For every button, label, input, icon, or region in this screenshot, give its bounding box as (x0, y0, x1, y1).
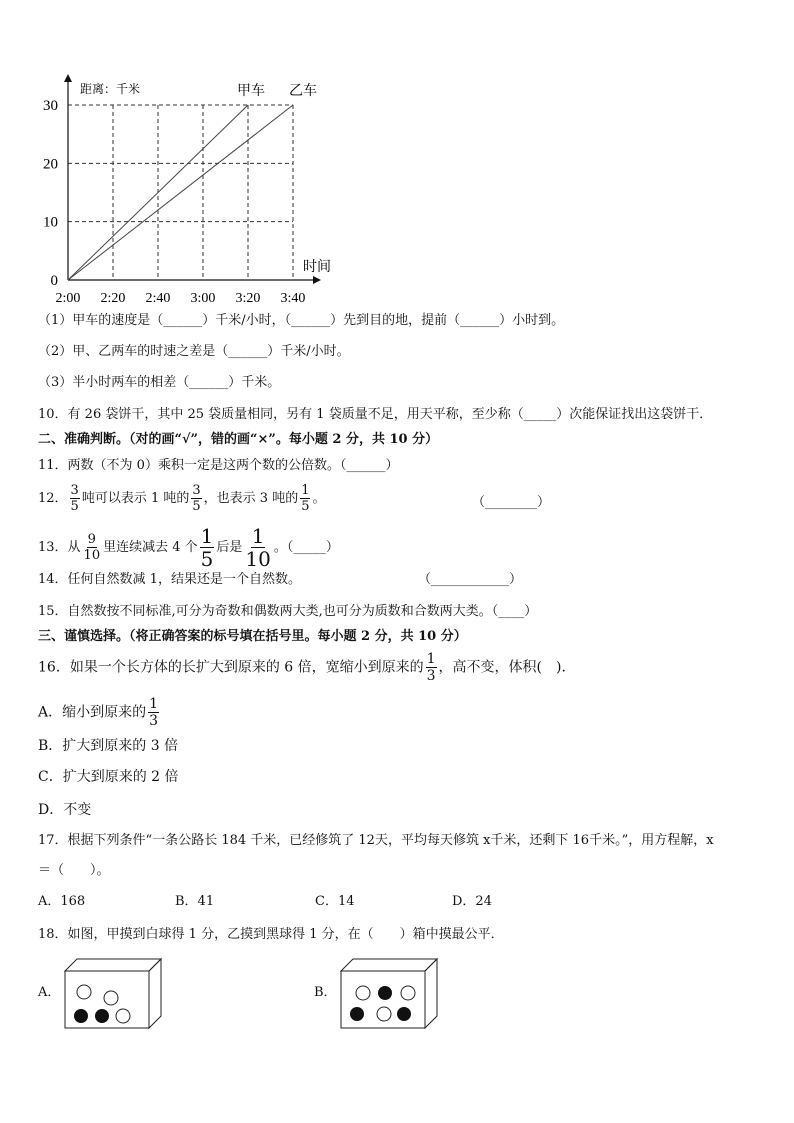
x-tick-label: 3:00 (190, 291, 216, 306)
q18-option-a-label[interactable]: A． (38, 985, 61, 1000)
section-2-heading: 二、准确判断。（对的画“√”，错的画“×”。每小题 2 分，共 10 分） (38, 432, 439, 447)
black-ball (350, 1007, 364, 1021)
white-ball (104, 991, 118, 1005)
white-ball (116, 1009, 130, 1023)
x-tick-label: 2:20 (100, 291, 126, 306)
black-ball (397, 1007, 411, 1021)
q17-option-a[interactable]: A．168 (38, 894, 86, 909)
section-3-heading: 三、谨慎选择。（将正确答案的标号填在括号里。每小题 2 分，共 10 分） (38, 629, 467, 644)
distance-time-chart (30, 70, 340, 310)
q11: 11．两数（不为 0）乘积一定是这两个数的公倍数。（______） (38, 458, 399, 473)
x-axis-label: 时间 (303, 259, 331, 275)
q17-option-d[interactable]: D．24 (452, 894, 492, 909)
q17-line1: 17．根据下列条件“一条公路长 184 千米，已经修筑了 12天，平均每天修筑 x千米，还剩下 16千米。”，用方程解，x (38, 833, 714, 848)
x-axis-arrow (313, 276, 321, 284)
q16-option-b[interactable]: B．扩大到原来的 3 倍 (38, 738, 179, 754)
series-label: 甲车 (237, 83, 265, 99)
q9-sub1: （1）甲车的速度是（______）千米/小时，（______）先到目的地，提前（______）小时到。 (38, 313, 565, 328)
q9-sub3: （3）半小时两车的相差（______）千米。 (38, 375, 281, 390)
x-tick-label: 2:00 (55, 291, 81, 306)
q16-option-a[interactable]: A．缩小到原来的 $\frac{1}{3}$ (38, 696, 159, 729)
white-ball (77, 985, 91, 999)
q17-line2: ＝（ ）。 (38, 863, 110, 878)
q10: 10．有 26 袋饼干，其中 25 袋质量相同，另有 1 袋质量不足，用天平称，至少称（_____）次能保证找出这袋饼干． (38, 407, 713, 422)
y-tick-label: 30 (43, 98, 58, 114)
y-tick-label: 0 (50, 273, 58, 289)
chart-lines (68, 105, 293, 280)
black-ball (95, 1009, 109, 1023)
q16-option-d[interactable]: D．不变 (38, 802, 92, 818)
chart-labels (43, 81, 331, 306)
q16-option-c[interactable]: C．扩大到原来的 2 倍 (38, 769, 179, 785)
white-ball (401, 986, 415, 1000)
q9-sub2: （2）甲、乙两车的时速之差是（______）千米/小时。 (38, 344, 350, 359)
y-tick-label: 20 (43, 156, 58, 173)
q16: 16．如果一个长方体的长扩大到原来的 6 倍，宽缩小到原来的 $\frac{1}{3}$ ，高不变，体积( ). (38, 651, 566, 684)
q12: 12． $\frac{3}{5}$ 吨可以表示 1 吨的 $\frac{3}{5}$ ，也表示 3 吨的 $\frac{1}{5}$ 。 (38, 483, 326, 514)
q17-option-b[interactable]: B．41 (175, 894, 215, 909)
series-label: 乙车 (289, 83, 317, 99)
q12-answer-blank[interactable]: （________） (472, 495, 551, 510)
q14: 14．任何自然数减 1，结果还是一个自然数。 (38, 572, 301, 587)
q18: 18．如图，甲摸到白球得 1 分，乙摸到黑球得 1 分，在（ ）箱中摸最公平． (38, 927, 504, 942)
q13: 13．从 $\frac{9}{10}$ 里连续减去 4 个 $\frac{1}{5}$ 后是 $\frac{1}{10}$ 。（_____） (38, 524, 339, 571)
box-a-illustration[interactable] (62, 956, 166, 1032)
black-ball (378, 986, 392, 1000)
white-ball (356, 986, 370, 1000)
q18-option-b-label[interactable]: B． (314, 985, 337, 1000)
x-tick-label: 2:40 (145, 291, 171, 306)
y-axis-label: 距离：千米 (80, 82, 141, 96)
series-line (68, 105, 293, 280)
black-ball (74, 1009, 88, 1023)
white-ball (377, 1007, 391, 1021)
q17-option-c[interactable]: C．14 (315, 894, 355, 909)
q15: 15．自然数按不同标准,可分为奇数和偶数两大类,也可分为质数和合数两大类。（____） (38, 604, 538, 619)
q14-answer-blank[interactable]: （____________） (418, 572, 523, 587)
x-tick-label: 3:20 (235, 291, 261, 306)
box-b-illustration[interactable] (338, 956, 442, 1032)
x-tick-label: 3:40 (280, 291, 306, 306)
y-axis-arrow (64, 74, 72, 82)
y-tick-label: 10 (43, 214, 58, 231)
